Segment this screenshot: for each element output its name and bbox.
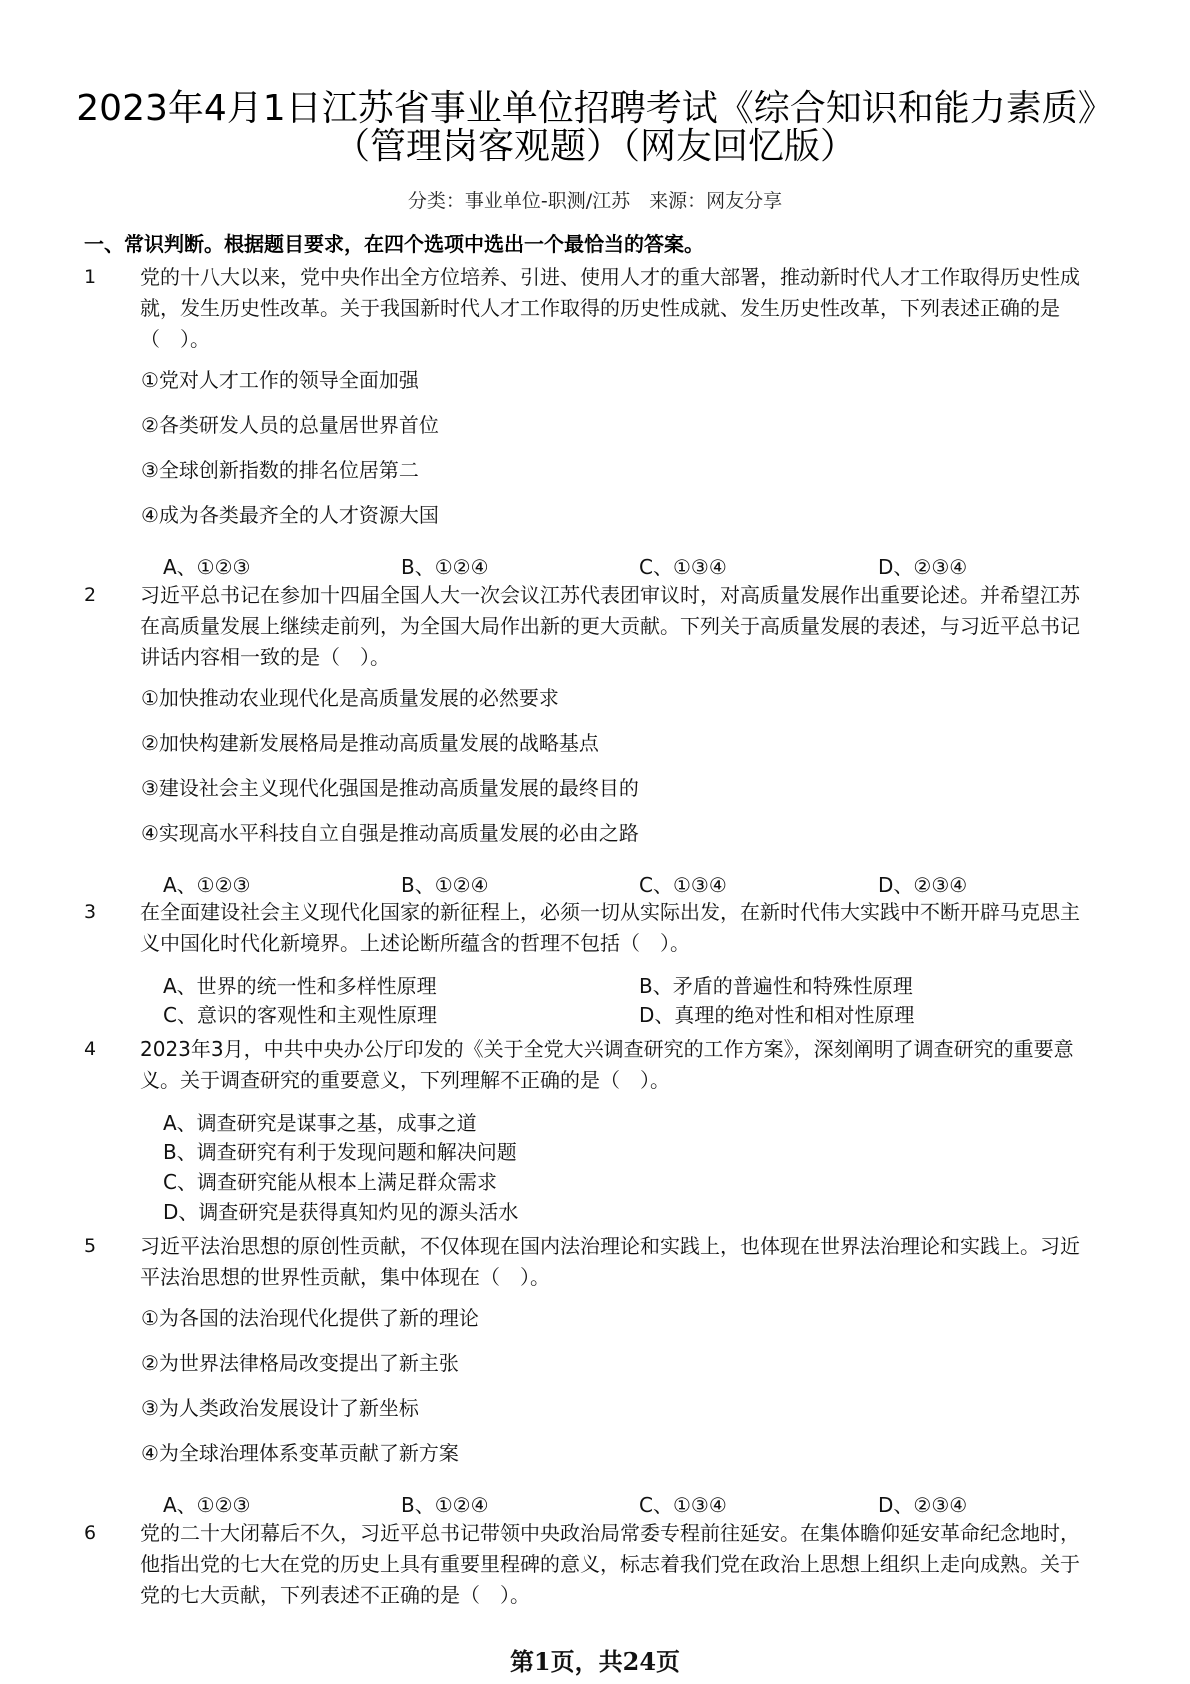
option-a[interactable]: A、世界的统一性和多样性原理 xyxy=(163,974,437,998)
option-a[interactable]: A、①②③ xyxy=(163,555,251,579)
option-b[interactable]: B、①②④ xyxy=(401,873,489,897)
question-stem: 习近平总书记在参加十四届全国人大一次会议江苏代表团审议时，对高质量发展作出重要论述。并希望江苏在高质量发展上继续走前列，为全国大局作出新的更大贡献。下列关于高质量发展的表述，与习近平总书记讲话内容相一致的是（ ）。 xyxy=(140,583,1080,669)
document-meta: 分类：事业单位-职测/江苏 来源：网友分享 xyxy=(407,190,783,212)
statement-4: ④成为各类最齐全的人才资源大国 xyxy=(141,503,439,527)
statement-3: ③为人类政治发展设计了新坐标 xyxy=(141,1396,419,1420)
option-d[interactable]: D、②③④ xyxy=(878,873,968,897)
option-d[interactable]: D、真理的绝对性和相对性原理 xyxy=(639,1003,915,1027)
page-footer: 第1页，共24页 xyxy=(509,1647,681,1676)
statement-3: ③建设社会主义现代化强国是推动高质量发展的最终目的 xyxy=(141,776,639,800)
option-d[interactable]: D、②③④ xyxy=(878,555,968,579)
question-number: 5 xyxy=(84,1235,97,1257)
option-d[interactable]: D、②③④ xyxy=(878,1493,968,1517)
option-b[interactable]: B、①②④ xyxy=(401,555,489,579)
option-a[interactable]: A、①②③ xyxy=(163,1493,251,1517)
question-stem: 党的十八大以来，党中央作出全方位培养、引进、使用人才的重大部署，推动新时代人才工作取得历史性成就，发生历史性改革。关于我国新时代人才工作取得的历史性成就、发生历史性改革，下列表述正确的是（ ）。 xyxy=(140,265,1080,351)
statement-1: ①党对人才工作的领导全面加强 xyxy=(141,368,419,392)
statement-3: ③全球创新指数的排名位居第二 xyxy=(141,458,419,482)
option-c[interactable]: C、调查研究能从根本上满足群众需求 xyxy=(163,1170,497,1194)
question-number: 6 xyxy=(84,1522,97,1544)
statement-4: ④为全球治理体系变革贡献了新方案 xyxy=(141,1441,459,1465)
question-number: 4 xyxy=(84,1038,97,1060)
question-stem: 在全面建设社会主义现代化国家的新征程上，必须一切从实际出发，在新时代伟大实践中不断开辟马克思主义中国化时代化新境界。上述论断所蕴含的哲理不包括（ ）。 xyxy=(140,900,1080,955)
option-d[interactable]: D、调查研究是获得真知灼见的源头活水 xyxy=(163,1200,519,1224)
statement-4: ④实现高水平科技自立自强是推动高质量发展的必由之路 xyxy=(141,821,639,845)
option-c[interactable]: C、①③④ xyxy=(639,555,727,579)
option-b[interactable]: B、调查研究有利于发现问题和解决问题 xyxy=(163,1140,517,1164)
section-heading: 一、常识判断。根据题目要求，在四个选项中选出一个最恰当的答案。 xyxy=(84,232,704,256)
question-stem: 2023年3月，中共中央办公厅印发的《关于全党大兴调查研究的工作方案》，深刻阐明了调查研究的重要意义。关于调查研究的重要意义，下列理解不正确的是（ ）。 xyxy=(140,1037,1074,1092)
option-c[interactable]: C、①③④ xyxy=(639,873,727,897)
question-stem: 习近平法治思想的原创性贡献，不仅体现在国内法治理论和实践上，也体现在世界法治理论和实践上。习近平法治思想的世界性贡献，集中体现在（ ）。 xyxy=(140,1234,1080,1289)
document-title-line2: （管理岗客观题）（网友回忆版） xyxy=(333,126,856,167)
option-b[interactable]: B、矛盾的普遍性和特殊性原理 xyxy=(639,974,913,998)
option-a[interactable]: A、调查研究是谋事之基，成事之道 xyxy=(163,1111,477,1135)
question-stem: 党的二十大闭幕后不久，习近平总书记带领中央政治局常委专程前往延安。在集体瞻仰延安革命纪念地时，他指出党的七大在党的历史上具有重要里程碑的意义，标志着我们党在政治上思想上组织上走向成熟。关于党的七大贡献，下列表述不正确的是（ ）。 xyxy=(140,1521,1080,1607)
statement-2: ②加快构建新发展格局是推动高质量发展的战略基点 xyxy=(141,731,599,755)
option-c[interactable]: C、意识的客观性和主观性原理 xyxy=(163,1003,437,1027)
option-c[interactable]: C、①③④ xyxy=(639,1493,727,1517)
option-b[interactable]: B、①②④ xyxy=(401,1493,489,1517)
statement-2: ②各类研发人员的总量居世界首位 xyxy=(141,413,439,437)
question-number: 1 xyxy=(84,266,97,288)
statement-1: ①为各国的法治现代化提供了新的理论 xyxy=(141,1306,479,1330)
question-number: 3 xyxy=(84,901,97,923)
statement-1: ①加快推动农业现代化是高质量发展的必然要求 xyxy=(141,686,559,710)
question-number: 2 xyxy=(84,584,97,606)
statement-2: ②为世界法律格局改变提出了新主张 xyxy=(141,1351,459,1375)
document-title-line1: 2023年4月1日江苏省事业单位招聘考试《综合知识和能力素质》 xyxy=(76,88,1114,129)
option-a[interactable]: A、①②③ xyxy=(163,873,251,897)
